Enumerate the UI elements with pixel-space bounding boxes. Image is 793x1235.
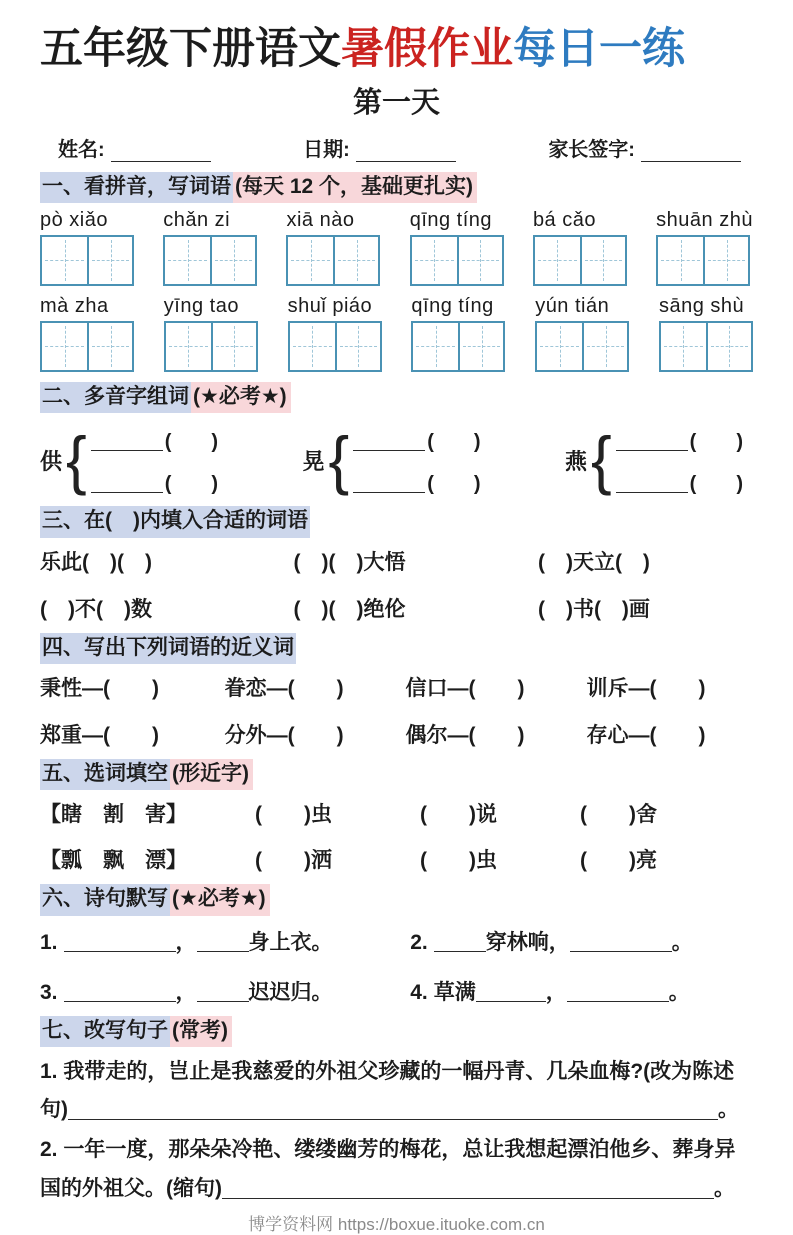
section7-heading: 七、改写句子 — [40, 1016, 170, 1047]
writing-grid — [533, 235, 627, 286]
writing-grid — [656, 235, 750, 286]
choice-item: ( )亮 — [580, 849, 657, 873]
writing-cell — [42, 237, 87, 284]
polyphone-line — [353, 467, 480, 496]
answer-blank — [616, 431, 688, 451]
synonym-grid — [40, 672, 753, 749]
date-label: 日期: — [303, 138, 350, 161]
item-number: 4. — [410, 980, 428, 1004]
writing-cell — [661, 323, 706, 370]
writing-cell — [165, 237, 210, 284]
synonym-item: 秉性—( ) — [40, 676, 159, 700]
choice-item: ( )说 — [420, 803, 497, 827]
word-choice-row — [40, 798, 753, 828]
synonym-item: 信口—( ) — [405, 676, 525, 700]
name-blank — [111, 142, 211, 162]
item-number: 1. — [40, 1060, 58, 1083]
section6-header — [40, 884, 753, 915]
name-field — [58, 133, 211, 162]
pinyin-col — [40, 295, 134, 372]
section7-header — [40, 1016, 753, 1047]
sentence-text: 我带走的，岂止是我慈爱的外祖父珍藏的一幅丹青、几朵血梅?(改为陈述句) — [40, 1060, 735, 1122]
polyphone-group — [40, 425, 218, 496]
polyphone-char: 燕 — [564, 449, 587, 475]
title-part-red: 暑假作业 — [341, 25, 513, 73]
poem-text: 。 — [671, 930, 693, 954]
synonym-item: 训斥—( ) — [586, 676, 706, 700]
answer-blank — [567, 981, 669, 1002]
writing-cell — [457, 237, 502, 284]
rewrite-sentences — [40, 1053, 753, 1208]
choice-item: ( )虫 — [255, 803, 332, 827]
choice-item: ( )舍 — [580, 803, 657, 827]
pinyin-word: sāng shù — [658, 294, 745, 317]
writing-grid — [164, 321, 258, 372]
writing-cell — [535, 237, 580, 284]
title-part-black: 五年级下册语文 — [40, 25, 341, 73]
pinyin-col — [659, 295, 753, 372]
section3-heading: 三、在( )内填入合适的词语 — [40, 506, 310, 537]
answer-blank — [476, 981, 546, 1002]
answer-blank — [353, 431, 425, 451]
section4-header — [40, 633, 753, 664]
section2-header — [40, 382, 753, 413]
choice-bracket: 【瓢 飘 漂】 — [40, 849, 187, 873]
paren-blank: ( ) — [689, 431, 743, 454]
writing-grid — [286, 235, 380, 286]
polyphone-lines — [616, 425, 743, 496]
brace-glyph: { — [590, 424, 612, 497]
name-label: 姓名: — [58, 138, 105, 161]
info-row — [40, 133, 753, 162]
writing-cell — [335, 323, 380, 370]
section2-heading: 二、多音字组词 — [40, 382, 191, 413]
writing-cell — [87, 237, 132, 284]
polyphone-lines — [353, 425, 480, 496]
pinyin-word: chǎn zi — [163, 208, 231, 231]
word-choice-row — [40, 844, 753, 874]
pinyin-word: xiā nào — [286, 208, 355, 231]
pinyin-col — [533, 209, 627, 286]
poem-item — [40, 976, 410, 1006]
pinyin-row-2 — [40, 295, 753, 372]
polyphone-group — [302, 425, 480, 496]
polyphone-row — [40, 425, 753, 496]
answer-blank — [91, 473, 163, 493]
poem-text: 。 — [668, 980, 690, 1004]
pinyin-row-1 — [40, 209, 753, 286]
idiom-item: ( )( )大悟 — [293, 550, 406, 574]
signature-label: 家长签字: — [548, 138, 635, 161]
idiom-item: ( )书( )画 — [537, 597, 650, 621]
choice-item: ( )洒 — [255, 849, 332, 873]
writing-cell — [288, 237, 333, 284]
writing-grid — [40, 321, 134, 372]
word-choice-rows — [40, 798, 753, 874]
pinyin-col — [410, 209, 504, 286]
section2-note: (★必考★) — [191, 382, 291, 413]
poem-item — [410, 976, 753, 1006]
poem-text: 穿林响， — [485, 930, 570, 954]
writing-cell — [537, 323, 582, 370]
idiom-item: ( )天立( ) — [537, 550, 650, 574]
page-title — [40, 24, 753, 76]
polyphone-char: 晃 — [302, 449, 325, 475]
signature-field — [548, 133, 741, 162]
poem-text: 身上衣。 — [248, 930, 333, 954]
answer-blank — [68, 1099, 718, 1120]
brace-glyph: { — [328, 424, 350, 497]
writing-cell — [211, 323, 256, 370]
section4-heading: 四、写出下列词语的近义词 — [40, 633, 296, 664]
item-number: 1. — [40, 930, 58, 954]
pinyin-word: yún tián — [535, 294, 610, 317]
writing-grid — [659, 321, 753, 372]
pinyin-word: shuǐ piáo — [287, 294, 373, 317]
pinyin-col — [163, 209, 257, 286]
pinyin-col — [535, 295, 629, 372]
synonym-item: 存心—( ) — [586, 723, 706, 747]
rewrite-item — [40, 1053, 753, 1129]
choice-bracket: 【瞎 割 害】 — [40, 803, 187, 827]
pinyin-col — [656, 209, 753, 286]
section5-heading: 五、选词填空 — [40, 759, 170, 790]
section1-header — [40, 172, 753, 203]
pinyin-col — [286, 209, 380, 286]
footer-link[interactable]: 博学资料网 https://boxue.ituoke.com.cn — [248, 1214, 545, 1234]
polyphone-char: 供 — [40, 449, 63, 475]
polyphone-line — [353, 425, 480, 454]
paren-blank: ( ) — [164, 431, 219, 454]
answer-blank — [570, 931, 672, 952]
writing-grid — [40, 235, 134, 286]
polyphone-line — [616, 425, 743, 454]
writing-cell — [210, 237, 255, 284]
poem-text: ， — [545, 980, 567, 1004]
polyphone-line — [91, 467, 218, 496]
section3-header — [40, 506, 753, 537]
answer-blank — [434, 931, 486, 952]
pinyin-word: shuān zhù — [656, 208, 753, 231]
paren-blank: ( ) — [164, 473, 219, 496]
brace-glyph: { — [66, 424, 87, 497]
section7-note: (常考) — [170, 1016, 232, 1047]
pinyin-col — [288, 295, 382, 372]
watermark-footer — [40, 1210, 753, 1235]
writing-cell — [580, 237, 625, 284]
paren-blank: ( ) — [427, 431, 481, 454]
section6-heading: 六、诗句默写 — [40, 884, 170, 915]
poem-item — [40, 926, 410, 956]
item-number: 3. — [40, 980, 58, 1004]
poem-text: 草满 — [433, 980, 476, 1004]
poem-text: ， — [175, 930, 197, 954]
writing-cell — [42, 323, 87, 370]
poem-text: ， — [175, 980, 197, 1004]
choice-item: ( )虫 — [420, 849, 497, 873]
pinyin-word: qīng tíng — [411, 294, 494, 317]
answer-blank — [64, 981, 176, 1002]
paren-blank: ( ) — [689, 473, 743, 496]
writing-cell — [706, 323, 751, 370]
answer-blank — [197, 981, 249, 1002]
writing-grid — [288, 321, 382, 372]
pinyin-col — [40, 209, 134, 286]
rewrite-item — [40, 1131, 753, 1207]
idiom-item: ( )不( )数 — [40, 597, 152, 621]
pinyin-word: qīng tíng — [409, 208, 493, 231]
section6-note: (★必考★) — [170, 884, 270, 915]
answer-blank — [616, 473, 688, 493]
writing-grid — [535, 321, 629, 372]
pinyin-word: mà zha — [40, 294, 109, 317]
poem-text: 迟迟归。 — [248, 980, 333, 1004]
pinyin-word: pò xiǎo — [40, 208, 108, 231]
pinyin-word: yīng tao — [163, 294, 239, 317]
signature-blank — [641, 142, 741, 162]
writing-cell — [87, 323, 132, 370]
sentence-text: 一年一度，那朵朵冷艳、缕缕幽芳的梅花，总让我想起漂泊他乡、葬身异国的外祖父。(缩句) — [40, 1138, 736, 1200]
title-part-blue: 每日一练 — [513, 25, 685, 73]
section5-note: (形近字) — [170, 759, 253, 790]
sentence-end: 。 — [714, 1176, 735, 1200]
idiom-item: 乐此( )( ) — [40, 550, 152, 574]
paren-blank: ( ) — [427, 473, 481, 496]
section5-header — [40, 759, 753, 790]
answer-blank — [353, 473, 425, 493]
pinyin-col — [164, 295, 258, 372]
writing-cell — [582, 323, 627, 370]
synonym-item: 郑重—( ) — [40, 723, 159, 747]
synonym-item: 分外—( ) — [224, 723, 344, 747]
pinyin-word: bá cǎo — [532, 208, 596, 231]
answer-blank — [64, 931, 176, 952]
item-number: 2. — [40, 1138, 58, 1162]
answer-blank — [197, 931, 249, 952]
writing-grid — [411, 321, 505, 372]
synonym-item: 眷恋—( ) — [224, 676, 344, 700]
polyphone-line — [91, 425, 218, 454]
idiom-fill-grid — [40, 546, 753, 623]
section1-note: (每天 12 个，基础更扎实) — [233, 172, 477, 203]
pinyin-col — [411, 295, 505, 372]
poem-grid — [40, 926, 753, 1006]
polyphone-line — [616, 467, 743, 496]
writing-cell — [412, 237, 457, 284]
answer-blank — [91, 431, 163, 451]
polyphone-lines — [91, 425, 218, 496]
poem-item — [410, 926, 753, 956]
synonym-item: 偶尔—( ) — [405, 723, 525, 747]
writing-cell — [703, 237, 748, 284]
answer-blank — [222, 1178, 714, 1199]
writing-cell — [333, 237, 378, 284]
writing-grid — [163, 235, 257, 286]
section1-heading: 一、看拼音，写词语 — [40, 172, 233, 203]
writing-grid — [410, 235, 504, 286]
sentence-end: 。 — [718, 1098, 739, 1122]
writing-cell — [458, 323, 503, 370]
writing-cell — [290, 323, 335, 370]
writing-cell — [166, 323, 211, 370]
idiom-item: ( )( )绝伦 — [293, 597, 406, 621]
polyphone-group — [565, 425, 743, 496]
item-number: 2. — [410, 930, 428, 954]
writing-cell — [413, 323, 458, 370]
writing-cell — [658, 237, 703, 284]
date-blank — [356, 142, 456, 162]
date-field — [303, 133, 456, 162]
day-subtitle: 第一天 — [352, 86, 440, 119]
